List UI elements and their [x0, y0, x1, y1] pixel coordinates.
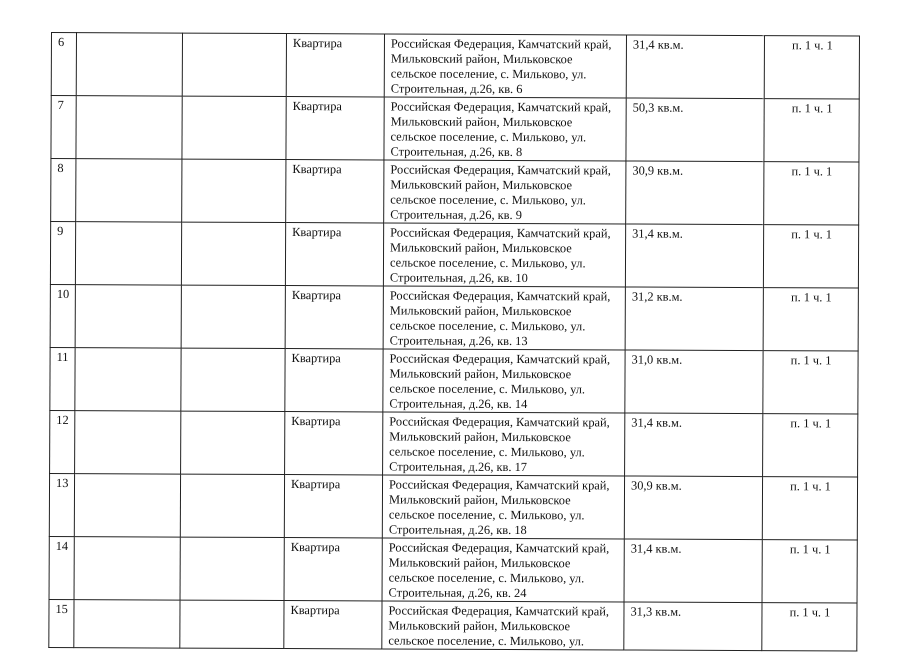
empty-cell [75, 222, 181, 285]
object-address [383, 349, 625, 413]
object-type: Квартира [285, 349, 383, 412]
legal-basis: п. 1 ч. 1 [762, 540, 857, 603]
address-line: Строительная, д.26, кв. 18 [388, 522, 527, 538]
row-number: 14 [49, 536, 74, 599]
object-area: 31,4 кв.м. [626, 35, 764, 99]
empty-cell [181, 348, 285, 411]
row-number: 10 [50, 284, 75, 347]
object-type: Квартира [286, 160, 384, 223]
object-address [382, 601, 624, 650]
legal-basis: п. 1 ч. 1 [762, 477, 857, 540]
address-line: Мильковский район, Мильковское [388, 492, 571, 508]
object-type: Квартира [285, 223, 383, 286]
empty-cell [181, 411, 285, 474]
legal-basis: п. 1 ч. 1 [763, 288, 858, 351]
row-number: 11 [50, 347, 75, 410]
address-line: Строительная, д.26, кв. 24 [388, 585, 527, 601]
object-type: Квартира [285, 286, 383, 349]
address-line: Строительная, д.26, кв. 9 [390, 207, 522, 223]
address-line: Мильковский район, Мильковское [388, 555, 571, 571]
empty-cell [181, 285, 285, 348]
table-row [51, 159, 859, 226]
address-line: сельское поселение, с. Мильково, ул. [390, 66, 587, 82]
object-type: Квартира [286, 34, 384, 97]
object-type: Квартира [284, 475, 382, 538]
object-type: Квартира [285, 412, 383, 475]
object-address [383, 286, 625, 350]
address-line: сельское поселение, с. Мильково, ул. [388, 570, 585, 586]
address-line: Мильковский район, Мильковское [388, 618, 571, 634]
empty-cell [182, 96, 286, 159]
empty-cell [76, 96, 182, 159]
address-line: Строительная, д.26, кв. 8 [390, 144, 523, 160]
object-address [383, 412, 625, 476]
address-line: Российская Федерация, Камчатский край, [389, 414, 610, 430]
object-type: Квартира [284, 538, 382, 601]
address-line: Строительная, д.26, кв. 13 [389, 333, 528, 349]
address-line: Мильковский район, Мильковское [390, 51, 573, 67]
object-type: Квартира [286, 97, 384, 160]
address-line: Мильковский район, Мильковское [389, 366, 572, 382]
address-line: Российская Федерация, Камчатский край, [388, 540, 610, 556]
legal-basis: п. 1 ч. 1 [764, 99, 859, 162]
table-row [51, 96, 859, 163]
address-line: Российская Федерация, Камчатский край, [390, 162, 611, 178]
legal-basis: п. 1 ч. 1 [763, 225, 858, 288]
object-type: Квартира [284, 601, 382, 649]
object-area: 30,9 кв.м. [626, 161, 764, 225]
object-area: 31,4 кв.м. [625, 413, 763, 477]
address-line: сельское поселение, с. Мильково, ул. [389, 444, 585, 460]
empty-cell [180, 537, 284, 600]
address-line: Российская Федерация, Камчатский край, [390, 36, 612, 52]
row-number: 8 [51, 159, 76, 222]
address-line: Российская Федерация, Камчатский край, [388, 477, 610, 493]
table-row [50, 347, 858, 414]
address-line: Строительная, д.26, кв. 17 [389, 459, 528, 475]
address-line: Мильковский район, Мильковское [389, 303, 572, 319]
row-number: 15 [49, 599, 74, 647]
table-row [49, 599, 857, 651]
empty-cell [74, 600, 180, 648]
address-line: сельское поселение, с. Мильково, ул. [388, 633, 584, 649]
row-number: 13 [49, 473, 74, 536]
empty-cell [75, 411, 181, 474]
address-line: Российская Федерация, Камчатский край, [389, 351, 611, 367]
address-line: сельское поселение, с. Мильково, ул. [390, 129, 587, 145]
object-address [384, 34, 626, 98]
address-line: Мильковский район, Мильковское [390, 240, 572, 256]
object-area: 31,4 кв.м. [625, 224, 763, 288]
address-line: Мильковский район, Мильковское [389, 429, 571, 445]
table-row [50, 222, 858, 289]
object-address [383, 223, 625, 287]
address-line: сельское поселение, с. Мильково, ул. [389, 255, 586, 271]
address-line: Мильковский район, Мильковское [390, 177, 573, 193]
legal-basis: п. 1 ч. 1 [762, 603, 857, 651]
legal-basis: п. 1 ч. 1 [764, 36, 859, 99]
address-line: Строительная, д.26, кв. 6 [390, 81, 523, 97]
address-line: Российская Федерация, Камчатский край, [390, 99, 612, 115]
empty-cell [75, 348, 181, 411]
empty-cell [76, 159, 182, 222]
empty-cell [76, 33, 182, 96]
object-area: 31,3 кв.м. [624, 602, 762, 651]
address-line: сельское поселение, с. Мильково, ул. [388, 507, 585, 523]
table-row [49, 473, 857, 540]
table-row [49, 536, 857, 603]
empty-cell [74, 537, 180, 600]
address-line: сельское поселение, с. Мильково, ул. [390, 192, 586, 208]
address-line: Строительная, д.26, кв. 14 [389, 396, 528, 412]
address-line: Российская Федерация, Камчатский край, [390, 225, 611, 241]
table-body [49, 33, 860, 652]
object-area: 30,9 кв.м. [624, 476, 762, 540]
address-line: Российская Федерация, Камчатский край, [388, 603, 610, 619]
table-row [50, 410, 858, 477]
row-number: 7 [51, 96, 76, 159]
object-area: 50,3 кв.м. [626, 98, 764, 162]
object-address [384, 97, 626, 161]
object-area: 31,2 кв.м. [625, 287, 763, 351]
object-address [384, 160, 626, 224]
empty-cell [180, 600, 284, 648]
row-number: 6 [51, 33, 76, 96]
address-line: Строительная, д.26, кв. 10 [389, 270, 528, 286]
empty-cell [75, 285, 181, 348]
object-address [382, 475, 624, 539]
table-row [51, 33, 859, 100]
empty-cell [181, 222, 285, 285]
empty-cell [74, 474, 180, 537]
object-area: 31,0 кв.м. [625, 350, 763, 414]
object-area: 31,4 кв.м. [624, 539, 762, 603]
empty-cell [182, 159, 286, 222]
address-line: сельское поселение, с. Мильково, ул. [389, 381, 586, 397]
address-line: Мильковский район, Мильковское [390, 114, 573, 130]
legal-basis: п. 1 ч. 1 [763, 351, 858, 414]
row-number: 9 [50, 222, 75, 285]
address-line: сельское поселение, с. Мильково, ул. [389, 318, 586, 334]
legal-basis: п. 1 ч. 1 [764, 162, 859, 225]
table-row [50, 284, 858, 351]
address-line: Российская Федерация, Камчатский край, [389, 288, 611, 304]
empty-cell [182, 33, 286, 96]
property-table [48, 32, 860, 652]
empty-cell [180, 474, 284, 537]
legal-basis: п. 1 ч. 1 [763, 414, 858, 477]
object-address [382, 538, 624, 602]
row-number: 12 [50, 410, 75, 473]
